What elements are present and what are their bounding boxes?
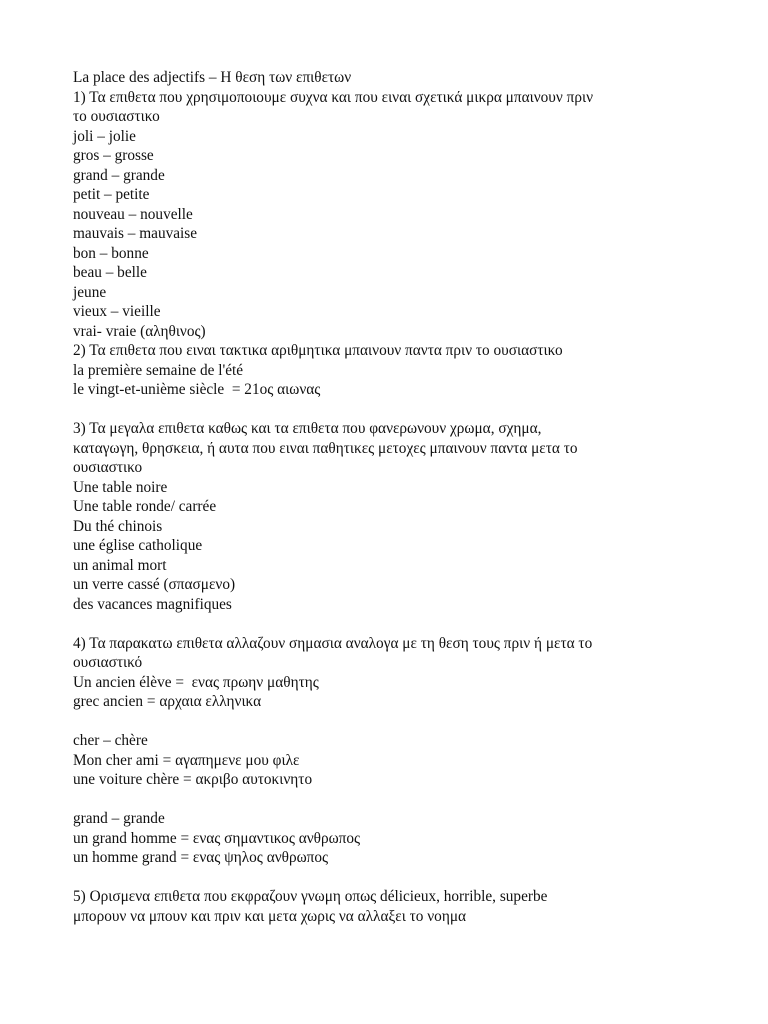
list-item: jeune [73,283,107,301]
list-item: vrai- vraie (αληθινος) [73,322,206,340]
list-item: un verre cassé (σπασμενο) [73,576,236,593]
section-3-heading: 3) Τα μεγαλα επιθετα καθως και τα επιθετα που φανερωνουν χρωμα, σχημα, [73,420,542,437]
list-item: petit – petite [73,186,150,203]
list-item: vieux – vieille [73,303,161,320]
list-item: mauvais – mauvaise [73,225,198,242]
section-5-heading: 5) Ορισμενα επιθετα που εκφραζουν γνωμη οπως délicieux, horrible, superbe [73,888,548,905]
list-item: un animal mort [73,556,167,574]
document-page [73,68,713,926]
document-title: La place des adjectifs – Η θεση των επιθετων [73,69,352,86]
paragraph-spacer [73,614,713,634]
paragraph-spacer [73,400,713,420]
section-1-heading-cont: το ουσιαστικο [73,108,160,125]
list-item: le vingt-et-unième siècle = 21ος αιωνας [73,381,321,398]
list-item: Du thé chinois [73,517,163,535]
section-1-heading: 1) Τα επιθετα που χρησιμοποιουμε συχνα και που ειναι σχετικά μικρα μπαινουν πριν [73,88,594,106]
list-item: cher – chère [73,732,148,749]
list-item: un grand homme = ενας σημαντικος ανθρωπος [73,829,361,847]
list-item: grand – grande [73,166,165,184]
section-3-heading-cont: ουσιαστικο [73,459,143,476]
section-4-heading: 4) Τα παρακατω επιθετα αλλαζουν σημασια αναλογα με τη θεση τους πριν ή μετα το [73,634,593,652]
list-item: une voiture chère = ακριβο αυτοκινητο [73,771,313,788]
list-item: Une table ronde/ carrée [73,498,217,515]
list-item: joli – jolie [73,127,136,145]
section-3-heading-cont: καταγωγη, θρησκεια, ή αυτα που ειναι παθητικες μετοχες μπαινουν παντα μετα το [73,439,578,457]
section-2-heading: 2) Τα επιθετα που ειναι τακτικα αριθμητικα μπαινουν παντα πριν το ουσιαστικο [73,342,563,359]
list-item: des vacances magnifiques [73,595,232,613]
paragraph-spacer [73,868,713,888]
section-4-heading-cont: ουσιαστικό [73,654,143,671]
list-item: Un ancien élève = ενας πρωην μαθητης [73,673,319,691]
list-item: nouveau – nouvelle [73,205,193,223]
list-item: bon – bonne [73,244,149,262]
list-item: grand – grande [73,810,165,827]
list-item: beau – belle [73,264,147,281]
list-item: Mon cher ami = αγαπημενε μου φιλε [73,751,300,769]
section-5-heading-cont: μπορουν να μπουν και πριν και μετα χωρις να αλλαξει το νοημα [73,907,467,925]
list-item: grec ancien = αρχαια ελληνικα [73,693,262,710]
list-item: une église catholique [73,537,203,554]
list-item: un homme grand = ενας ψηλος ανθρωπος [73,849,329,866]
list-item: gros – grosse [73,147,154,164]
paragraph-spacer [73,790,713,810]
paragraph-spacer [73,712,713,732]
list-item: la première semaine de l'été [73,361,244,379]
list-item: Une table noire [73,478,168,496]
